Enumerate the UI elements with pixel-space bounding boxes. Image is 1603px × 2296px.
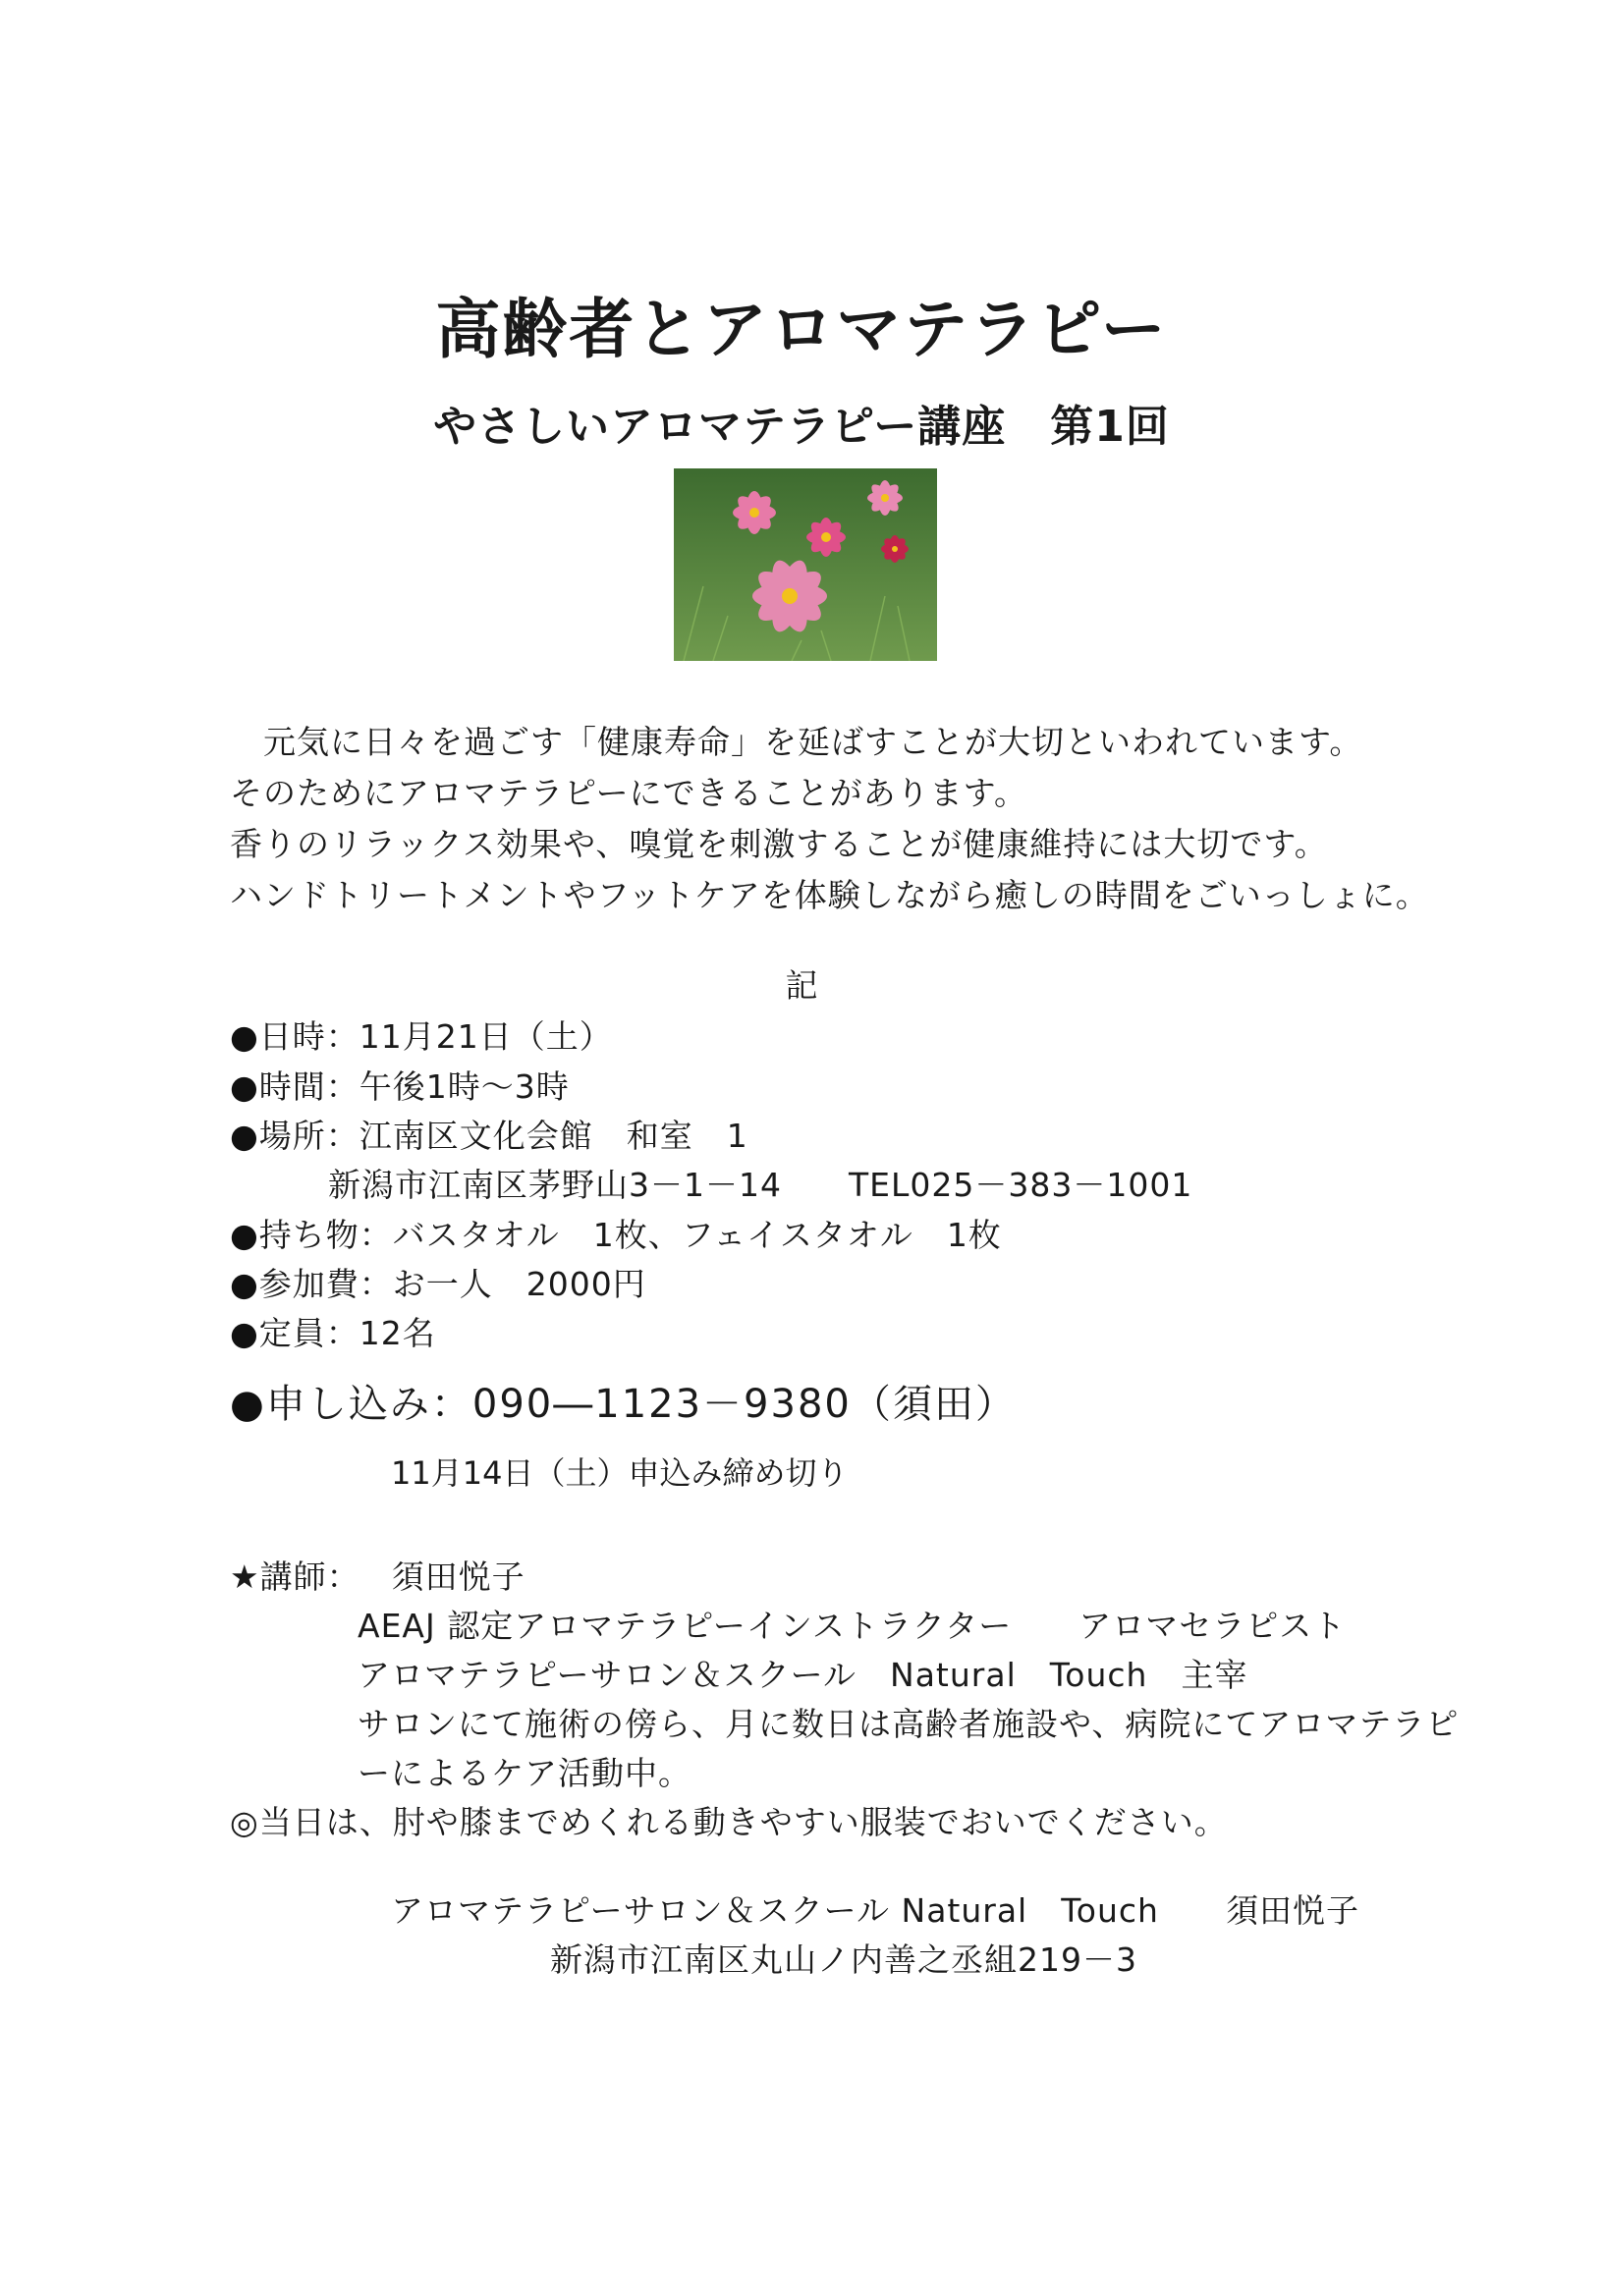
small-flower-left bbox=[733, 491, 776, 534]
detail-time: ●時間：午後1時～3時 bbox=[230, 1067, 570, 1106]
intro-line-2: そのためにアロマテラピーにできることがあります。 bbox=[230, 774, 1028, 812]
attire-note: ◎当日は、肘や膝までめくれる動きやすい服装でおいでください。 bbox=[230, 1803, 1228, 1841]
lecturer-heading bbox=[230, 1552, 525, 1598]
lecturer-line-3: サロンにて施術の傍ら、月に数日は高齢者施設や、病院にてアロマテラピ bbox=[358, 1705, 1460, 1743]
detail-fee: ●参加費：お一人 2000円 bbox=[230, 1265, 646, 1303]
detail-apply: ●申し込み：090―1123－9380（須田） bbox=[230, 1382, 1017, 1427]
intro-line-3: 香りのリラックス効果や、嗅覚を刺激することが健康維持には大切です。 bbox=[230, 825, 1328, 863]
detail-date: ●日時：11月21日（土） bbox=[230, 1017, 613, 1056]
lecturer-label: ★講師： bbox=[230, 1558, 360, 1596]
lecturer-name: 須田悦子 bbox=[391, 1558, 525, 1596]
footer-address: 新潟市江南区丸山ノ内善之丞組219－3 bbox=[550, 1941, 1137, 1979]
lecturer-line-1: AEAJ 認定アロマテラピーインストラクター アロマセラピスト bbox=[358, 1607, 1347, 1645]
detail-place: ●場所：江南区文化会館 和室 1 bbox=[230, 1117, 748, 1155]
bullet-icon: ● bbox=[230, 1314, 259, 1352]
footer-salon: アロマテラピーサロン＆スクール Natural Touch 須田悦子 bbox=[391, 1891, 1359, 1930]
page-subtitle: やさしいアロマテラピー講座 第1回 bbox=[433, 402, 1170, 452]
detail-belongings: ●持ち物：バスタオル 1枚、フェイスタオル 1枚 bbox=[230, 1216, 1002, 1254]
intro-line-1: 元気に日々を過ごす「健康寿命」を延ばすことが大切といわれています。 bbox=[230, 723, 1363, 761]
page-title: 高齢者とアロマテラピー bbox=[435, 292, 1168, 367]
ki-heading: 記 bbox=[785, 966, 818, 1005]
cosmos-flower-photo bbox=[674, 468, 937, 661]
bullet-icon: ● bbox=[230, 1216, 259, 1254]
bullet-icon: ● bbox=[230, 1017, 259, 1056]
bullet-icon: ● bbox=[230, 1265, 259, 1303]
bullet-icon: ● bbox=[230, 1067, 259, 1106]
lecturer-line-2: アロマテラピーサロン＆スクール Natural Touch 主宰 bbox=[358, 1656, 1248, 1694]
detail-capacity: ●定員：12名 bbox=[230, 1314, 436, 1352]
detail-address: 新潟市江南区茅野山3－1－14 TEL025－383－1001 bbox=[328, 1166, 1193, 1204]
detail-deadline: 11月14日（土）申込み締め切り bbox=[391, 1454, 849, 1492]
intro-line-4: ハンドトリートメントやフットケアを体験しながら癒しの時間をごいっしょに。 bbox=[230, 876, 1429, 914]
bullet-icon: ● bbox=[230, 1117, 259, 1155]
lecturer-line-4: ーによるケア活動中。 bbox=[358, 1754, 691, 1792]
bullet-icon: ● bbox=[230, 1382, 266, 1427]
